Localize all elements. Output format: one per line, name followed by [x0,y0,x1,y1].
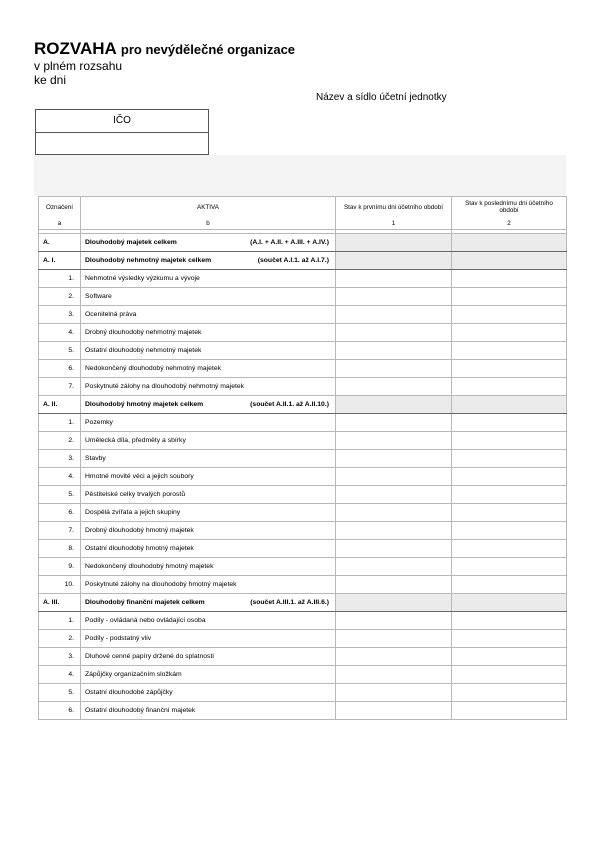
header-codes-row [39,217,567,230]
date-line: ke dni [34,73,67,87]
row-name-cell [81,540,336,558]
value-cell-last-day[interactable] [452,234,567,252]
row-name: Dluhové cenné papíry držené do splatnosti [85,653,214,660]
row-name-cell [81,234,336,252]
value-cell-first-day[interactable] [336,378,452,396]
row-mark: 2. [39,288,81,306]
row-mark: 4. [39,666,81,684]
row-name-cell [81,378,336,396]
row-mark: 6. [39,702,81,720]
row-formula: (součet A.I.1. až A.I.7.) [257,257,329,264]
value-cell-first-day[interactable] [336,594,452,612]
row-mark: 5. [39,342,81,360]
row-mark: 10. [39,576,81,594]
row-mark: 3. [39,450,81,468]
value-cell-first-day[interactable] [336,684,452,702]
row-name-cell [81,468,336,486]
table-row [39,576,567,594]
row-mark: 4. [39,468,81,486]
row-name-cell [81,522,336,540]
section-row [39,396,567,414]
row-name-cell [81,684,336,702]
header-row [39,197,567,218]
value-cell-last-day[interactable] [452,414,567,432]
row-name: Podíly - podstatný vliv [85,635,152,642]
value-cell-last-day[interactable] [452,666,567,684]
row-mark: A. I. [39,252,81,270]
row-name: Nehmotné výsledky výzkumu a vývoje [85,275,200,282]
value-cell-first-day[interactable] [336,486,452,504]
row-name: Dospělá zvířata a jejich skupiny [85,509,181,516]
row-name: Dlouhodobý nehmotný majetek celkem [85,257,212,264]
row-name: Umělecká díla, předměty a sbírky [85,437,186,444]
section-row [39,252,567,270]
value-cell-last-day[interactable] [452,252,567,270]
value-cell-last-day[interactable] [452,360,567,378]
value-cell-first-day[interactable] [336,270,452,288]
col-header-v2: Stav k poslednímu dni účetního období [452,197,567,218]
value-cell-last-day[interactable] [452,342,567,360]
value-cell-last-day[interactable] [452,684,567,702]
row-name-cell [81,630,336,648]
value-cell-last-day[interactable] [452,630,567,648]
table-row [39,378,567,396]
value-cell-first-day[interactable] [336,414,452,432]
row-name-cell [81,666,336,684]
table-row [39,666,567,684]
table-row [39,702,567,720]
value-cell-last-day[interactable] [452,270,567,288]
table-row [39,630,567,648]
row-name-cell [81,288,336,306]
value-cell-last-day[interactable] [452,306,567,324]
row-name: Pěstitelské celky trvalých porostů [85,491,186,498]
value-cell-first-day[interactable] [336,522,452,540]
row-mark: A. II. [39,396,81,414]
form-title [34,40,295,59]
value-cell-first-day[interactable] [336,324,452,342]
row-name: Ostatní dlouhodobý hmotný majetek [85,545,194,552]
value-cell-last-day[interactable] [452,504,567,522]
title-sub: pro nevýdělečné organizace [120,42,296,57]
value-cell-first-day[interactable] [336,432,452,450]
table-row [39,432,567,450]
row-name: Ostatní dlouhodobý nehmotný majetek [85,347,202,354]
row-name: Stavby [85,455,106,462]
value-cell-first-day[interactable] [336,558,452,576]
row-name-cell [81,486,336,504]
value-cell-last-day[interactable] [452,468,567,486]
value-cell-last-day[interactable] [452,576,567,594]
value-cell-last-day[interactable] [452,450,567,468]
row-name-cell [81,594,336,612]
value-cell-first-day[interactable] [336,666,452,684]
row-mark: 9. [39,558,81,576]
table-row [39,360,567,378]
table-row [39,324,567,342]
table-row [39,306,567,324]
value-cell-first-day[interactable] [336,252,452,270]
row-name: Podíly - ovládaná nebo ovládající osoba [85,617,206,624]
row-mark: 2. [39,432,81,450]
value-cell-first-day[interactable] [336,576,452,594]
table-row [39,486,567,504]
value-cell-last-day[interactable] [452,648,567,666]
row-name-cell [81,342,336,360]
table-row [39,540,567,558]
row-mark: 3. [39,306,81,324]
col-code-name: b [81,217,336,230]
row-name-cell [81,504,336,522]
row-name-cell [81,306,336,324]
value-cell-last-day[interactable] [452,396,567,414]
row-name-cell [81,324,336,342]
row-name-cell [81,432,336,450]
value-cell-last-day[interactable] [452,324,567,342]
scope-line: v plném rozsahu [34,59,123,73]
row-mark: 5. [39,684,81,702]
row-mark: 1. [39,612,81,630]
row-formula: (součet A.III.1. až A.III.6.) [250,599,329,606]
row-name-cell [81,648,336,666]
row-name: Nedokončený dlouhodobý nehmotný majetek [85,365,222,372]
table-row [39,450,567,468]
section-row [39,594,567,612]
value-cell-first-day[interactable] [336,540,452,558]
table-body [39,234,567,720]
row-name: Poskytnuté zálohy na dlouhodobý nehmotný majetek [85,383,245,390]
table-row [39,558,567,576]
row-name-cell [81,558,336,576]
row-mark: 7. [39,522,81,540]
row-mark: 1. [39,270,81,288]
ico-box [35,109,209,155]
row-mark: 6. [39,504,81,522]
value-cell-last-day[interactable] [452,432,567,450]
value-cell-last-day[interactable] [452,378,567,396]
grey-band [34,155,566,196]
row-mark: 3. [39,648,81,666]
value-cell-first-day[interactable] [336,468,452,486]
value-cell-first-day[interactable] [336,504,452,522]
row-mark: A. III. [39,594,81,612]
value-cell-first-day[interactable] [336,702,452,720]
value-cell-last-day[interactable] [452,594,567,612]
col-code-mark: a [39,217,81,230]
value-cell-last-day[interactable] [452,540,567,558]
unit-name-label: Název a sídlo účetní jednotky [316,92,447,103]
value-cell-last-day[interactable] [452,288,567,306]
value-cell-first-day[interactable] [336,288,452,306]
row-name-cell [81,360,336,378]
row-name: Zápůjčky organizačním složkám [85,671,182,678]
row-name-cell [81,702,336,720]
table-row [39,270,567,288]
value-cell-first-day[interactable] [336,306,452,324]
row-mark: 1. [39,414,81,432]
row-name-cell [81,396,336,414]
table-row [39,504,567,522]
value-cell-last-day[interactable] [452,702,567,720]
row-mark: 2. [39,630,81,648]
row-name-cell [81,270,336,288]
value-cell-first-day[interactable] [336,234,452,252]
row-name: Hmotné movité věci a jejich soubory [85,473,194,480]
row-name: Dlouhodobý majetek celkem [85,239,177,246]
table-row [39,684,567,702]
col-code-v2: 2 [452,217,567,230]
section-row [39,234,567,252]
table-row [39,288,567,306]
row-mark: 4. [39,324,81,342]
row-name: Drobný dlouhodobý hmotný majetek [85,527,194,534]
row-mark: A. [39,234,81,252]
row-name: Nedokončený dlouhodobý hmotný majetek [85,563,214,570]
row-name: Dlouhodobý hmotný majetek celkem [85,401,204,408]
col-header-v1: Stav k prvnímu dni účetního období [336,197,452,218]
row-mark: 5. [39,486,81,504]
value-cell-first-day[interactable] [336,360,452,378]
row-name-cell [81,576,336,594]
balance-sheet-table [38,196,567,720]
row-name-cell [81,414,336,432]
row-name: Dlouhodobý finanční majetek celkem [85,599,205,606]
row-formula: (A.I. + A.II. + A.III. + A.IV.) [250,239,329,246]
table-row [39,648,567,666]
value-cell-last-day[interactable] [452,612,567,630]
table-row [39,468,567,486]
row-name-cell [81,252,336,270]
value-cell-last-day[interactable] [452,558,567,576]
row-name: Drobný dlouhodobý nehmotný majetek [85,329,202,336]
value-cell-first-day[interactable] [336,450,452,468]
value-cell-last-day[interactable] [452,522,567,540]
row-name: Ocenitelná práva [85,311,137,318]
row-name: Ostatní dlouhodobý finanční majetek [85,707,196,714]
table-row [39,522,567,540]
value-cell-last-day[interactable] [452,486,567,504]
row-name-cell [81,612,336,630]
col-code-v1: 1 [336,217,452,230]
value-cell-first-day[interactable] [336,612,452,630]
form-header [34,40,295,87]
row-mark: 6. [39,360,81,378]
title-main: ROZVAHA [34,39,117,58]
table-row [39,342,567,360]
value-cell-first-day[interactable] [336,342,452,360]
value-cell-first-day[interactable] [336,396,452,414]
value-cell-first-day[interactable] [336,648,452,666]
row-mark: 7. [39,378,81,396]
row-name: Ostatní dlouhodobé zápůjčky [85,689,173,696]
row-formula: (součet A.II.1. až A.II.10.) [250,401,329,408]
row-name-cell [81,450,336,468]
value-cell-first-day[interactable] [336,630,452,648]
ico-label: IČO [36,110,208,133]
row-name: Pozemky [85,419,113,426]
table-row [39,612,567,630]
row-name: Poskytnuté zálohy na dlouhodobý hmotný majetek [85,581,237,588]
col-header-name: AKTIVA [81,197,336,218]
col-header-mark: Označení [39,197,81,218]
row-name: Software [85,293,112,300]
row-mark: 8. [39,540,81,558]
table-row [39,414,567,432]
